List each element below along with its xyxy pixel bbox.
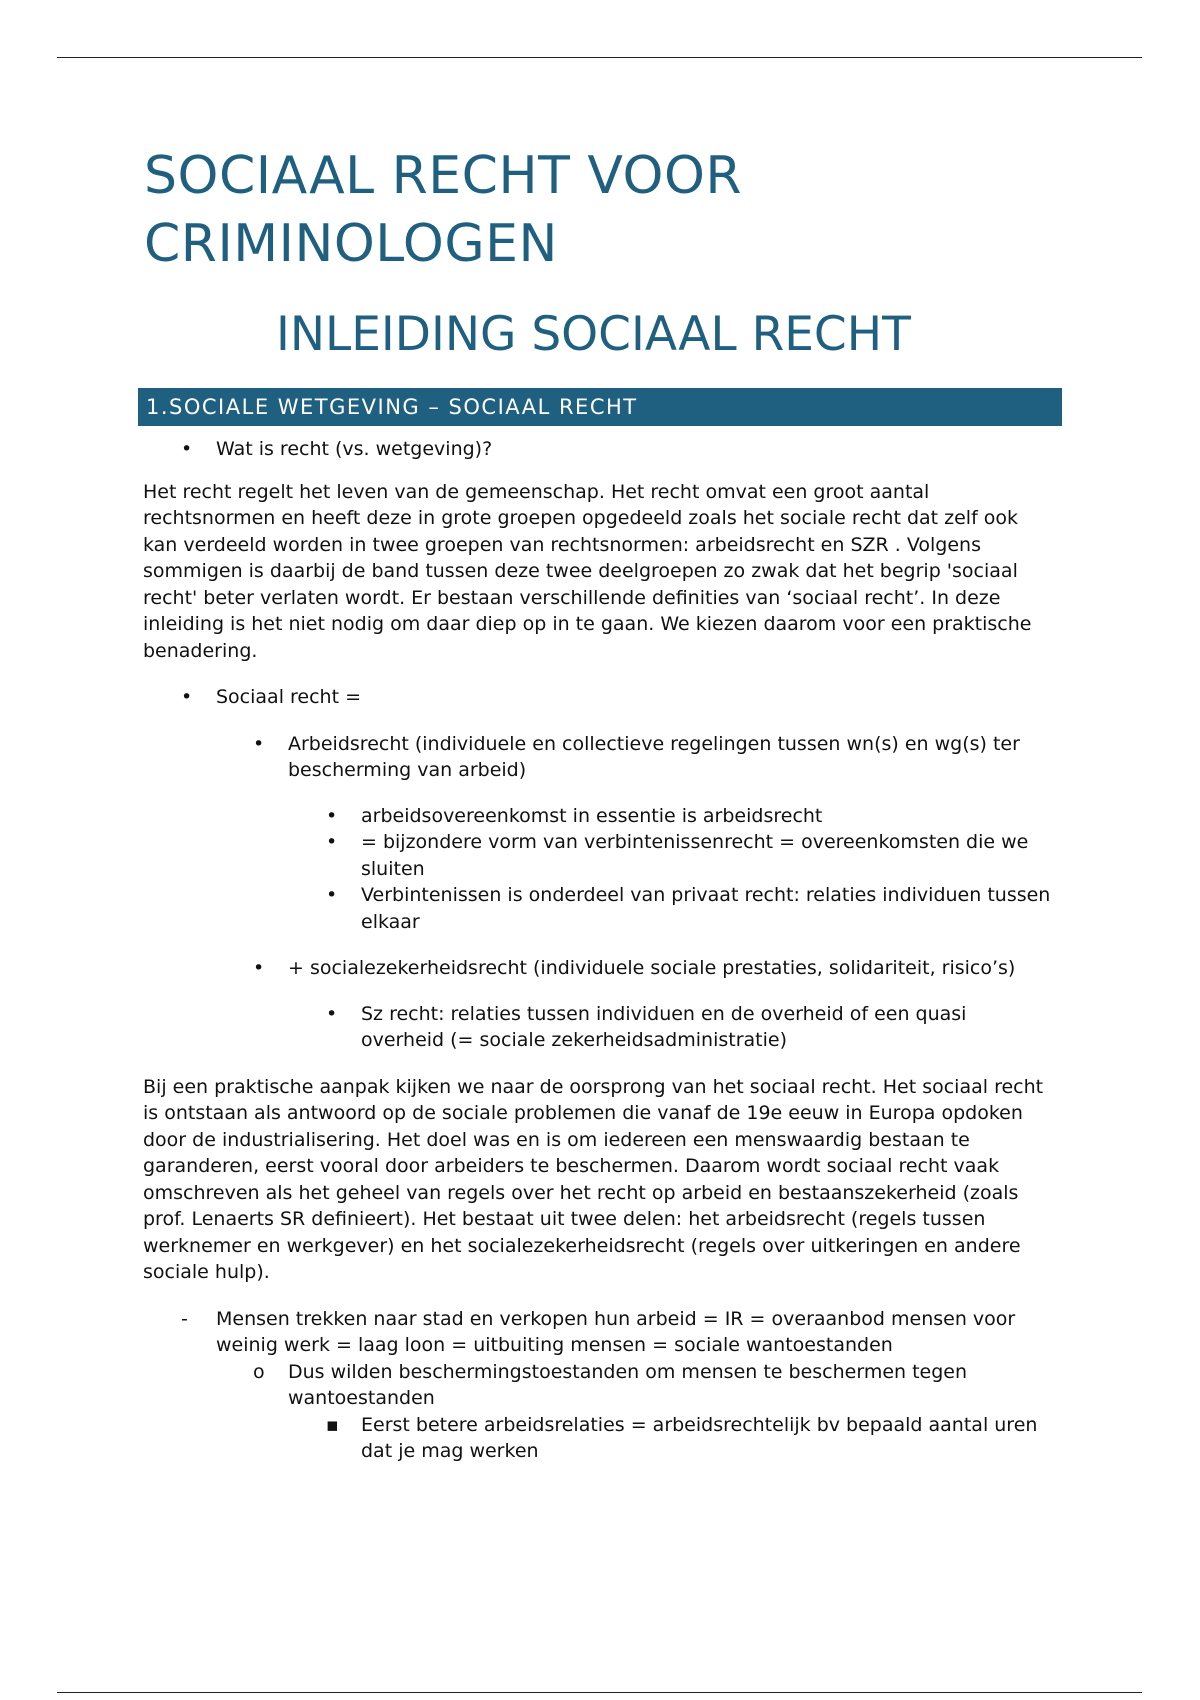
square-item-text: Eerst betere arbeidsrelaties = arbeidsrechtelijk bv bepaald aantal uren dat je mag werken xyxy=(361,1413,1038,1462)
intro-paragraph: Het recht regelt het leven van de gemeenschap. Het recht omvat een groot aantal rechtsnormen en heeft deze in grote groepen opgedeeld zoals het sociale recht dat zelf ook kan verdeeld worden in twee groepen van rechtsnormen: arbeidsrecht en SZR . Volgens sommigen is daarbij de band tussen deze twee deelgroepen zo zwak dat het begrip 'sociaal recht' beter verlaten wordt. Er bestaan verschillende definities van ‘sociaal recht’. In deze inleiding is het niet nodig om daar diep op in te gaan. We kiezen daarom voor een praktische benadering. xyxy=(143,480,1032,662)
origin-paragraph: Bij een praktische aanpak kijken we naar de oorsprong van het sociaal recht. Het sociaal recht is ontstaan als antwoord op de sociale problemen die vanaf de 19e eeuw in Europa opdoken door de industrialisering. Het doel was en is om iedereen een menswaardig bestaan te garanderen, eerst vooral door arbeiders te beschermen. Daarom wordt sociaal recht vaak omschreven als het geheel van regels over het recht op arbeid en bestaanszekerheid (zoals prof. Lenaerts SR definieert). Het bestaat uit twee delen: het arbeidsrecht (regels tussen werknemer en werkgever) en het socialezekerheidsrecht (regels over uitkeringen en andere sociale hulp). xyxy=(143,1075,1044,1283)
bullet-text: Wat is recht (vs. wetgeving)? xyxy=(216,438,493,460)
arbeidsrecht-sublist xyxy=(143,803,1055,936)
dash-item xyxy=(143,1306,1055,1359)
bullet-text: + socialezekerheidsrecht (individuele sociale prestaties, solidariteit, risico’s) xyxy=(288,957,1016,979)
square-item xyxy=(143,1412,1055,1465)
header-rule xyxy=(57,57,1142,58)
dash-icon: - xyxy=(181,1307,188,1330)
list-item-text: arbeidsovereenkomst in essentie is arbeidsrecht xyxy=(361,804,823,827)
bullet-icon: • xyxy=(326,831,338,853)
bullet-icon: • xyxy=(181,438,193,460)
document-title: SOCIAAL RECHT VOOR CRIMINOLOGEN xyxy=(144,146,743,274)
bullet-icon: • xyxy=(326,1002,338,1025)
circle-item-text: Dus wilden beschermingstoestanden om mensen te beschermen tegen wantoestanden xyxy=(288,1360,968,1409)
section-heading: 1.SOCIALE WETGEVING – SOCIAAL RECHT xyxy=(138,388,1062,426)
question-bullet xyxy=(143,436,1055,463)
bullet-text: Arbeidsrecht (individuele en collectieve regelingen tussen wn(s) en wg(s) ter bescherming van arbeid) xyxy=(288,732,1020,781)
dash-item-text: Mensen trekken naar stad en verkopen hun arbeid = IR = overaanbod mensen voor weinig werk = laag loon = uitbuiting mensen = sociale wantoestanden xyxy=(216,1307,1016,1356)
document-subtitle: INLEIDING SOCIAAL RECHT xyxy=(276,307,911,362)
bullet-icon: • xyxy=(326,884,338,906)
list-item-text: Verbintenissen is onderdeel van privaat recht: relaties individuen tussen elkaar xyxy=(361,884,1051,933)
circle-bullet-icon: o xyxy=(253,1360,265,1383)
bullet-icon: • xyxy=(253,732,265,755)
bullet-text: Sociaal recht = xyxy=(216,686,361,708)
list-item xyxy=(143,882,1055,935)
footer-rule xyxy=(57,1692,1142,1693)
bullet-icon: • xyxy=(181,686,193,708)
list-item xyxy=(143,803,1055,830)
bullet-icon: • xyxy=(326,804,338,827)
szr-sublist xyxy=(143,1001,1055,1054)
list-item-text: = bijzondere vorm van verbintenissenrecht = overeenkomsten die we sluiten xyxy=(361,831,1029,880)
sociaal-recht-bullet xyxy=(143,684,1055,711)
circle-item xyxy=(143,1359,1055,1412)
list-item xyxy=(143,829,1055,882)
document-body xyxy=(143,436,1055,1465)
szr-bullet xyxy=(143,955,1055,982)
arbeidsrecht-bullet xyxy=(143,731,1055,784)
list-item xyxy=(143,1001,1055,1054)
list-item-text: Sz recht: relaties tussen individuen en de overheid of een quasi overheid (= sociale zekerheidsadministratie) xyxy=(361,1002,967,1051)
bullet-icon: • xyxy=(253,957,265,979)
square-bullet-icon: ▪ xyxy=(326,1413,339,1436)
